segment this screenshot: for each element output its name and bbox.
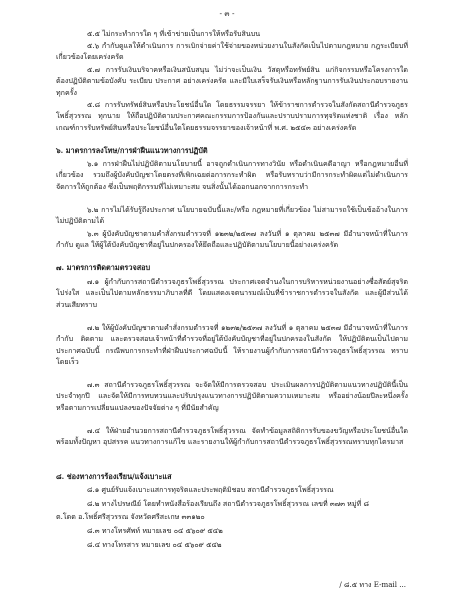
- paragraph-7-1: ๗.๑ ผู้กำกับการสถานีตำรวจภูธรโพธิ์สุวรรณ ประกาศเจตจำนงในการบริหารหน่วยงานอย่างซื่อสัตย์สุจริต โปร่งใส และเป็นไปตามหลักธรรมาภิบาลที่ดี โดยแสดงเจตนารมณ์เป็นที่ข้าราชการตำรวจในสังกัด และผู้มีส่วนได้ส่วนเสียทราบ: [56, 277, 408, 309]
- contact-fax-line: ๘.๔ ทางโทรสาร หมายเลข ๐๔ ๕๖๐๙ ๕๔๒: [87, 540, 222, 549]
- page-number: - ๓ -: [219, 9, 235, 18]
- paragraph-6-2: ๖.๒ การไม่ได้รับรู้ถึงประกาศ นโยบายฉบับนี้และ/หรือ กฎหมายที่เกี่ยวข้อง ไม่สามารถใช้เป็นข้ออ้างในการไม่ปฏิบัติตามได้: [56, 205, 408, 226]
- paragraph-7-4: ๗.๔ ให้ฝ่ายอำนวยการสถานีตำรวจภูธรโพธิ์สุวรรณ จัดทำข้อมูลสถิติการรับของขวัญหรือประโยชน์อื่นใด พร้อมทั้งปัญหา อุปสรรค แนวทางการแก้ไข และรายงานให้ผู้กำกับการสถานีตำรวจภูธรโพธิ์สุวรรณทราบทุกไตรมาส: [56, 426, 408, 447]
- section-heading-monitoring: ๗. มาตรการติดตามตรวจสอบ: [56, 263, 151, 272]
- paragraph-7-2: ๗.๒ ให้ผู้บังคับบัญชาตามคำสั่งกรมตำรวจที่ ๑๒๓๒/๒๕๓๗ ลงวันที่ ๑ ตุลาคม ๒๕๓๗ มีอำนาจหน้าที่ในการกำกับ ติดตาม และตรวจสอบเจ้าหน้าที่ตำรวจที่อยู่ใต้บังคับบัญชาที่อยู่ในปกครองในสังกัด ให้ปฏิบัติตนเป็นไปตามประกาศฉบับนี้ กรณีพบการกระทำที่ฝ่าฝืนประกาศฉบับนี้ ให้รายงานผู้กำกับการสถานีตำรวจภูธรโพธิ์สุวรรณ ทราบโดยเร็ว: [56, 323, 408, 366]
- paragraph-5-5: ๕.๕ ไม่กระทำการใด ๆ ที่เข้าข่ายเป็นการให้หรือรับสินบน: [87, 29, 261, 38]
- contact-center-line: ๘.๑ ศูนย์รับแจ้งเบาะแสการทุจริตและประพฤติมิชอบ สถานีตำรวจภูธรโพธิ์สุวรรณ: [87, 485, 334, 494]
- continuation-note: / ๘.๕ ทาง E-mail ...: [339, 580, 406, 589]
- section-heading-penalty: ๖. มาตรการลงโทษ/การฝ่าฝืนแนวทางการปฏิบัติ: [56, 146, 208, 155]
- paragraph-6-3: ๖.๓ ผู้บังคับบัญชาตามคำสั่งกรมตำรวจที่ ๑๒๓๒/๒๕๓๗ ลงวันที่ ๑ ตุลาคม ๒๕๓๗ มีอำนาจหน้าที่ในการกำกับ ดูแล ให้ผู้ใต้บังคับบัญชาที่อยู่ในปกครองให้ยึดถือและปฏิบัติตามนโยบายนี้อย่างเคร่งครัด: [56, 229, 408, 250]
- paragraph-5-8: ๕.๘ การรับทรัพย์สินหรือประโยชน์อื่นใด โดยธรรมจรรยา ให้ข้าราชการตำรวจในสังกัดสถานีตำรวจภูธรโพธิ์สุวรรณ ทุกนาย ให้ถือปฏิบัติตามประกาศคณะกรรมการป้องกันและปราบปรามการทุจริตแห่งชาติ เรื่อง หลักเกณฑ์การรับทรัพย์สินหรือประโยชน์อื่นใดโดยธรรมจรรยาของเจ้าหน้าที่ พ.ศ. ๒๕๔๓ อย่างเคร่งครัด: [56, 100, 408, 132]
- paragraph-5-7: ๕.๗ การรับเงินบริจาคหรือเงินสนับสนุน ไม่ว่าจะเป็นเงิน วัสดุหรือทรัพย์สิน แก่กิจกรรมหรือโครงการใด ต้องปฏิบัติตามข้อบังคับ ระเบียบ ประกาศ อย่างเคร่งครัด และมีใบเสร็จรับเงินหรือหลักฐานการรับเงินประกอบรายงานทุกครั้ง: [56, 65, 408, 97]
- paragraph-6-1: ๖.๑ การฝ่าฝืนไม่ปฏิบัติตามนโยบายนี้ อาจถูกดำเนินการทางวินัย หรือดำเนินคดีอาญา หรือกฎหมายอื่นที่เกี่ยวข้อง รวมถึงผู้บังคับบัญชาโดยตรงที่เพิกเฉยต่อการกระทำผิด หรือรับทราบว่ามีการกระทำผิดแต่ไม่ดำเนินการจัดการให้ถูกต้อง ซึ่งเป็นพฤติกรรมที่ไม่เหมาะสม จนสิ่งนั้นได้ออกนอกจากการกระทำ: [56, 159, 408, 191]
- paragraph-7-3: ๗.๓ สถานีตำรวจภูธรโพธิ์สุวรรณ จะจัดให้มีการตรวจสอบ ประเมินผลการปฏิบัติตามแนวทางปฏิบัตินี้เป็นประจำทุกปี และจัดให้มีการทบทวนและปรับปรุงแนวทางการปฏิบัติตามความเหมาะสม หรืออย่างน้อยปีละหนึ่งครั้งหรือตามการเปลี่ยนแปลงของปัจจัยต่าง ๆ ที่มีนัยสำคัญ: [56, 380, 408, 412]
- contact-post-line: ๘.๒ ทางไปรษณีย์ โดยทำหนังสือร้องเรียนถึง สถานีตำรวจภูธรโพธิ์สุวรรณ เลขที่ ๓๗๓ หมู่ที่ ๘: [87, 499, 369, 508]
- section-heading-complaint-channels: ๘. ช่องทางการร้องเรียน/แจ้งเบาะแส: [56, 472, 172, 481]
- paragraph-5-6: ๕.๖ กำกับดูแลให้ดำเนินการ การเบิกจ่ายค่าใช้จ่ายของหน่วยงานในสังกัดเป็นไปตามกฎหมาย กฎระเบียบที่เกี่ยวข้องโดยเคร่งครัด: [56, 41, 408, 62]
- contact-address-line: ต.โดด อ.โพธิ์ศรีสุวรรณ จังหวัดศรีสะเกษ ๓๓๑๒๐: [56, 512, 205, 521]
- contact-phone-line: ๘.๓ ทางโทรศัพท์ หมายเลข ๐๔ ๕๖๐๙ ๕๔๒: [87, 526, 223, 535]
